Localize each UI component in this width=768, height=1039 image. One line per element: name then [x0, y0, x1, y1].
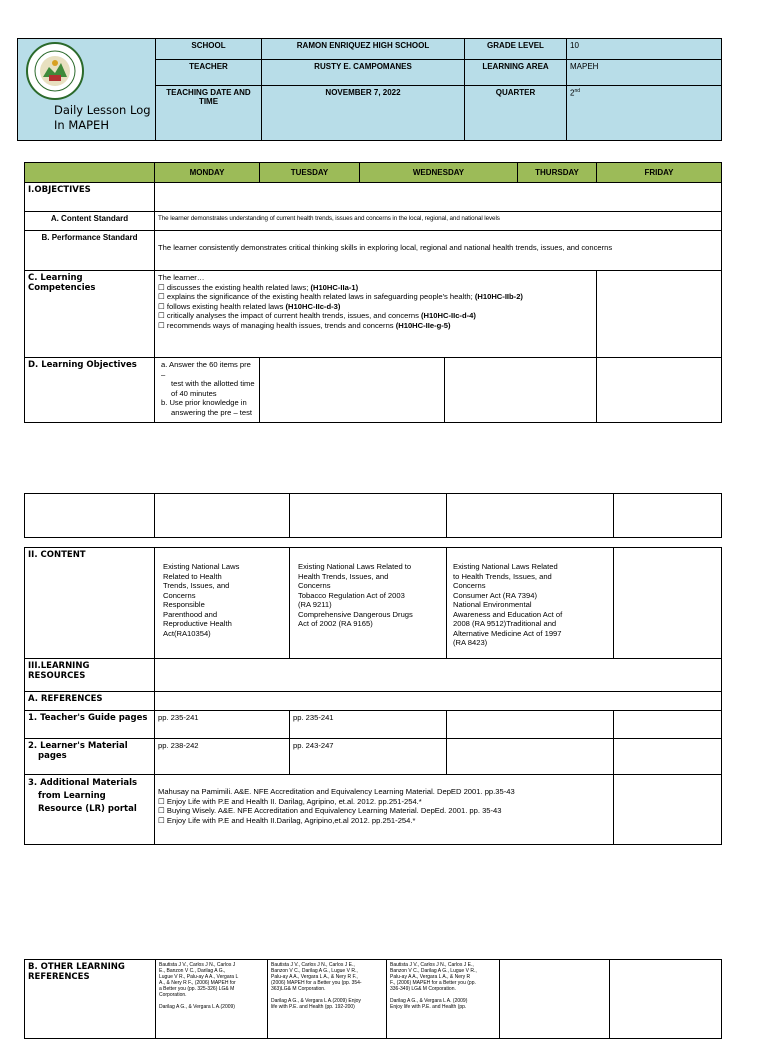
tg-friday [614, 711, 722, 739]
area-label: LEARNING AREA [482, 62, 549, 71]
competencies-label: C. Learning Competencies [25, 271, 155, 358]
other-references-thursday [500, 960, 610, 1039]
teacher-value: RUSTY E. CAMPOMANES [314, 62, 412, 71]
objectives-blank [155, 183, 722, 212]
tg-tuesday: pp. 235-241 [290, 711, 447, 739]
blank-cell [614, 494, 722, 538]
learning-resources-blank [155, 659, 722, 692]
competencies-intro: The learner… [158, 273, 205, 282]
blank-row-table [24, 493, 722, 538]
learning-objectives-monday: a. Answer the 60 items pre – test with the allotted time of 40 minutes b. Use prior knowledge in answering the pre – test [155, 358, 260, 423]
performance-standard-text: The learner consistently demonstrates critical thinking skills in exploring local, regional and national health trends, issues, and concerns [155, 231, 722, 271]
tg-wednesday [447, 711, 614, 739]
competency-item: ☐ discusses the existing health related laws; (H10HC-IIa-1) [158, 282, 359, 292]
day-header-friday: FRIDAY [597, 163, 722, 183]
day-header-wednesday: WEDNESDAY [360, 163, 518, 183]
content-friday [614, 548, 722, 659]
lm-friday [614, 739, 722, 775]
other-references-table [24, 959, 722, 1039]
competency-item: ☐ follows existing health related laws (H10HC-IIc-d-3) [158, 301, 341, 311]
other-references-label: B. OTHER LEARNING REFERENCES [25, 960, 156, 1039]
content-label: II. CONTENT [25, 548, 155, 659]
competency-item: ☐ critically analyses the impact of current health trends, issues, and concerns (H10HC-IIc-d-4) [158, 311, 476, 320]
teacher-label: TEACHER [189, 62, 228, 71]
learners-material-label: 2. Learner's Material pages [25, 739, 155, 775]
quarter-value: 2 [570, 88, 575, 98]
quarter-suffix: nd [574, 88, 581, 94]
tg-monday: pp. 235-241 [155, 711, 290, 739]
date-value: NOVEMBER 7, 2022 [325, 88, 401, 97]
content-standard-text: The learner demonstrates understanding of current health trends, issues and concerns in the local, regional, and national levels [155, 212, 722, 231]
other-references-tuesday: Bautista J V., Carlos J N., Carlos J E., Banzon V C., Darilag A G., Lugue V R., Palu-ay A A., Vergara L A., & Nery R F., (2006) MAPEH for a Better you (pp. 354- 363)LG& M Corporation. Darilag A G., & Vergara L A.(2009) Enjoy life with P.E. and Health (pp. 192-200) [268, 960, 387, 1039]
lm-monday: pp. 238-242 [155, 739, 290, 775]
references-label: A. REFERENCES [25, 692, 155, 711]
additional-materials-label: 3. Additional Materials from Learning Resource (LR) portal [25, 775, 155, 845]
objectives-label: I.OBJECTIVES [25, 183, 155, 212]
day-header-thursday: THURSDAY [518, 163, 597, 183]
day-header-monday: MONDAY [155, 163, 260, 183]
school-value: RAMON ENRIQUEZ HIGH SCHOOL [296, 41, 430, 50]
performance-standard-label: B. Performance Standard [25, 231, 155, 271]
lm-tuesday: pp. 243-247 [290, 739, 447, 775]
competency-item: ☐ recommends ways of managing health issues, trends and concerns (H10HC-IIe-g-5) [158, 320, 451, 330]
logo-title-cell [18, 39, 156, 141]
header-table [17, 38, 722, 141]
other-references-friday [610, 960, 722, 1039]
day-header-blank [25, 163, 155, 183]
content-resources-table [24, 547, 722, 845]
competencies-friday-blank [597, 271, 722, 358]
learning-objectives-friday [597, 358, 722, 423]
learning-objectives-wednesday [445, 358, 597, 423]
additional-materials-text: Mahusay na Pamimili. A&E. NFE Accreditation and Equivalency Learning Material. DepED 2001. pp.35-43 ☐ Enjoy Life with P.E and Health II. Darilag, Agripino, et.al. 2012. pp.251-254.* ☐ Buying Wisely. A&E. NFE Accreditation and Equivalency Learning Material. DepEd. 2001. pp. 35-43 ☐ Enjoy Life with P.E and Health II.Darilag, Agripino,et.al 2012. pp.251-254.* [155, 775, 614, 845]
blank-cell [447, 494, 614, 538]
teachers-guide-label: 1. Teacher's Guide pages [25, 711, 155, 739]
learning-objectives-tuesday [260, 358, 445, 423]
area-value: MAPEH [570, 62, 599, 71]
content-monday: Existing National Laws Related to Health Trends, Issues, and Concerns Responsible Parenthood and Reproductive Health Act(RA10354) [155, 548, 290, 659]
blank-cell [155, 494, 290, 538]
content-tuesday: Existing National Laws Related to Health Trends, Issues, and Concerns Tobacco Regulation Act of 2003 (RA 9211) Comprehensive Dangerous Drugs Act of 2002 (RA 9165) [290, 548, 447, 659]
content-wednesday: Existing National Laws Related to Health Trends, Issues, and Concerns Consumer Act (RA 7394) National Environmental Awareness and Education Act of 2008 (RA 9512)Traditional and Alternative Medicine Act of 1997 (RA 8423) [447, 548, 614, 659]
blank-cell [290, 494, 447, 538]
lm-wednesday [447, 739, 614, 775]
dll-title-line1: Daily Lesson Log [54, 103, 151, 117]
grade-value: 10 [570, 41, 579, 50]
grade-label: GRADE LEVEL [487, 41, 544, 50]
other-references-wednesday: Bautista J V., Carlos J N., Carlos J E., Banzon V C., Darilag A G., Lugue V R., Palu-ay A A., Vergara L A., & Nery R F., (2006) MAPEH for a Better you (pp. 336-349) LG& M Corporation. Darilag A G., & Vergara L A. (2009) Enjoy life with P.E. and Health (pp. [387, 960, 500, 1039]
content-standard-label: A. Content Standard [25, 212, 155, 231]
competency-item: ☐ explains the significance of the existing health related laws in safeguarding people's health; (H10HC-IIb-2) [158, 292, 523, 301]
blank-cell [25, 494, 155, 538]
school-label: SCHOOL [191, 41, 226, 50]
other-references-monday: Bautista J V., Carlos J N., Carlos J E., Banzon V C., Darilag A G., Lugue V R., Palu-ay A A., Vergara L A., & Nery R F., (2006) MAPEH for a Better you (pp. 325-326) LG& M Corporation. Darilag A G., & Vergara L A.(2009) [156, 960, 268, 1039]
dll-title-line2: In MAPEH [54, 118, 109, 132]
date-label: TEACHING DATE AND TIME [166, 88, 251, 106]
competencies-list [155, 271, 597, 358]
learning-objectives-label: D. Learning Objectives [25, 358, 155, 423]
learning-resources-label: III.LEARNING RESOURCES [25, 659, 155, 692]
references-blank [155, 692, 722, 711]
objectives-table [24, 162, 722, 423]
quarter-label: QUARTER [495, 88, 536, 97]
school-seal-logo [21, 41, 89, 101]
additional-materials-friday [614, 775, 722, 845]
day-header-tuesday: TUESDAY [260, 163, 360, 183]
